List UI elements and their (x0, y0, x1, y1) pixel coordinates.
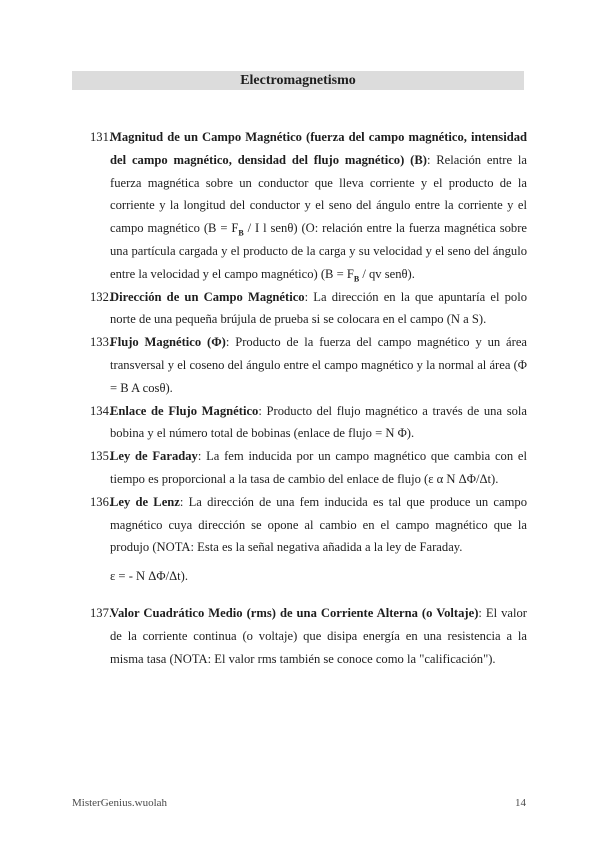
list-item-137 (72, 602, 527, 670)
section-title-bar (72, 71, 524, 90)
list-item-135 (72, 445, 527, 491)
item-term: Enlace de Flujo Magnético (110, 403, 259, 418)
subscript: B (353, 274, 360, 284)
item-text: / qv senθ). (359, 266, 415, 281)
list-item-133 (72, 331, 527, 399)
list-item-134 (72, 400, 527, 446)
item-term: Ley de Lenz (110, 494, 180, 509)
item-text: : La dirección en la que apuntaría el polo norte de una pequeña brújula de prueba si se colocara en el campo (N a S). (110, 289, 528, 327)
item-term: Valor Cuadrático Medio (rms) de una Corriente Alterna (o Voltaje) (110, 605, 479, 620)
lenz-equation: ε = - N ΔΦ/Δt). (110, 569, 189, 584)
item-text: : La dirección de una fem inducida es tal que produce un campo magnético cuya dirección se opone al cambio en el campo magnético que la produjo (NOTA: Esta es la señal negativa añadida a la ley de Faraday. (110, 494, 528, 555)
item-term: Ley de Faraday (110, 449, 198, 464)
footer-page-number: 14 (515, 797, 526, 809)
definition-list (72, 126, 527, 670)
list-item-131 (72, 126, 527, 286)
item-text: : Producto del flujo magnético a través de una sola bobina y el número total de bobinas (enlace de flujo = N Φ). (110, 403, 528, 441)
item-text: : Relación entre la fuerza magnética sobre un conductor que lleva corriente y el producto de la corriente y la longitud del conductor y el seno del ángulo entre la corriente y el campo magnético (B = F (110, 152, 527, 236)
list-item-136 (72, 491, 527, 559)
item-number: 135. (90, 449, 113, 464)
item-number: 133. (90, 335, 113, 350)
item-text: : El valor de la corriente continua (o voltaje) que disipa energía en una resistencia a la misma tasa (NOTA: El valor rms también se conoce como la "calificación"). (110, 605, 527, 666)
item-text: / I l senθ) (O: relación entre la fuerza magnética sobre una partícula cargada y el producto de la carga y su velocidad y el seno del ángulo entre la velocidad y el campo magnético) (B = F (110, 221, 527, 281)
list-item-132 (72, 286, 527, 332)
item-number: 136. (90, 494, 113, 509)
item-number: 137. (90, 605, 113, 620)
item-text: : Producto de la fuerza del campo magnético y un área transversal y el coseno del ángulo entre el campo magnético y la normal al área (Φ = B A cosθ). (110, 335, 528, 395)
item-term: Flujo Magnético (Φ) (110, 335, 226, 350)
item-text: : La fem inducida por un campo magnético que cambia con el tiempo es proporcional a la tasa de cambio del enlace de flujo (ε α N ΔΦ/Δt). (110, 449, 527, 486)
item-number: 134. (90, 403, 113, 418)
item-term: Magnitud de un Campo Magnético (fuerza del campo magnético, intensidad del campo magnético, densidad del flujo magnético) (B) (110, 130, 527, 167)
item-number: 131. (90, 130, 113, 144)
subscript: B (238, 228, 244, 238)
section-title: Electromagnetismo (240, 73, 356, 88)
item-term: Dirección de un Campo Magnético (110, 289, 305, 304)
footer-source: MisterGenius.wuolah (72, 797, 168, 809)
item-number: 132. (90, 289, 113, 304)
